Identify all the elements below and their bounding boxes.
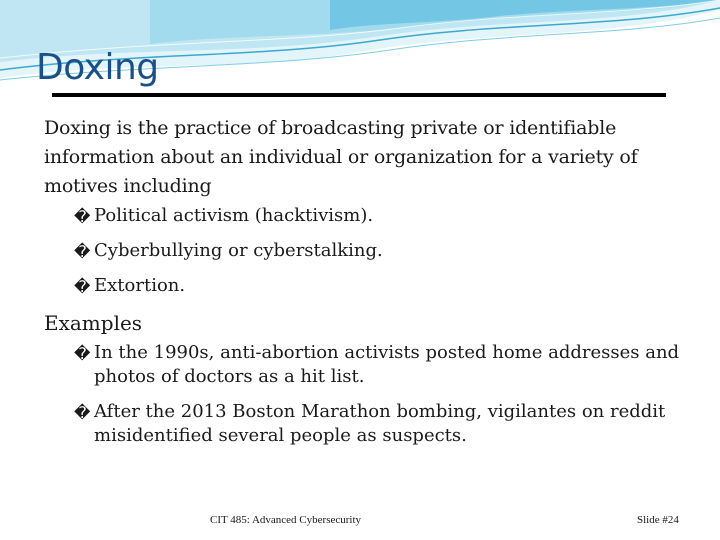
bullet-glyph-icon: �	[74, 403, 91, 422]
bullet-glyph-icon: �	[74, 344, 91, 363]
motive-text: Cyberbullying or cyberstalking.	[94, 240, 383, 261]
list-item	[74, 274, 684, 298]
intro-paragraph: Doxing is the practice of broadcasting private or identifiable information about an individual or organization for a variety of motives including	[44, 117, 638, 197]
slide-body	[44, 114, 684, 459]
title-underline	[52, 93, 666, 97]
footer-slide-number: Slide #24	[637, 514, 679, 526]
examples-list	[74, 341, 684, 448]
bullet-glyph-icon: �	[74, 242, 91, 261]
motive-text: Political activism (hacktivism).	[94, 205, 374, 226]
list-item	[74, 341, 684, 389]
bullet-glyph-icon: �	[74, 277, 91, 296]
motives-list	[74, 204, 684, 298]
example-text: After the 2013 Boston Marathon bombing, vigilantes on reddit misidentified several people as suspects.	[94, 401, 666, 446]
footer-course-name: CIT 485: Advanced Cybersecurity	[210, 514, 362, 526]
bullet-glyph-icon: �	[74, 207, 91, 226]
examples-heading: Examples	[44, 311, 143, 335]
slide-title: Doxing	[36, 47, 159, 88]
example-text: In the 1990s, anti-abortion activists posted home addresses and photos of doctors as a hit list.	[94, 342, 680, 387]
list-item	[74, 239, 684, 263]
list-item	[74, 204, 684, 228]
list-item	[74, 400, 684, 448]
motive-text: Extortion.	[94, 275, 186, 296]
